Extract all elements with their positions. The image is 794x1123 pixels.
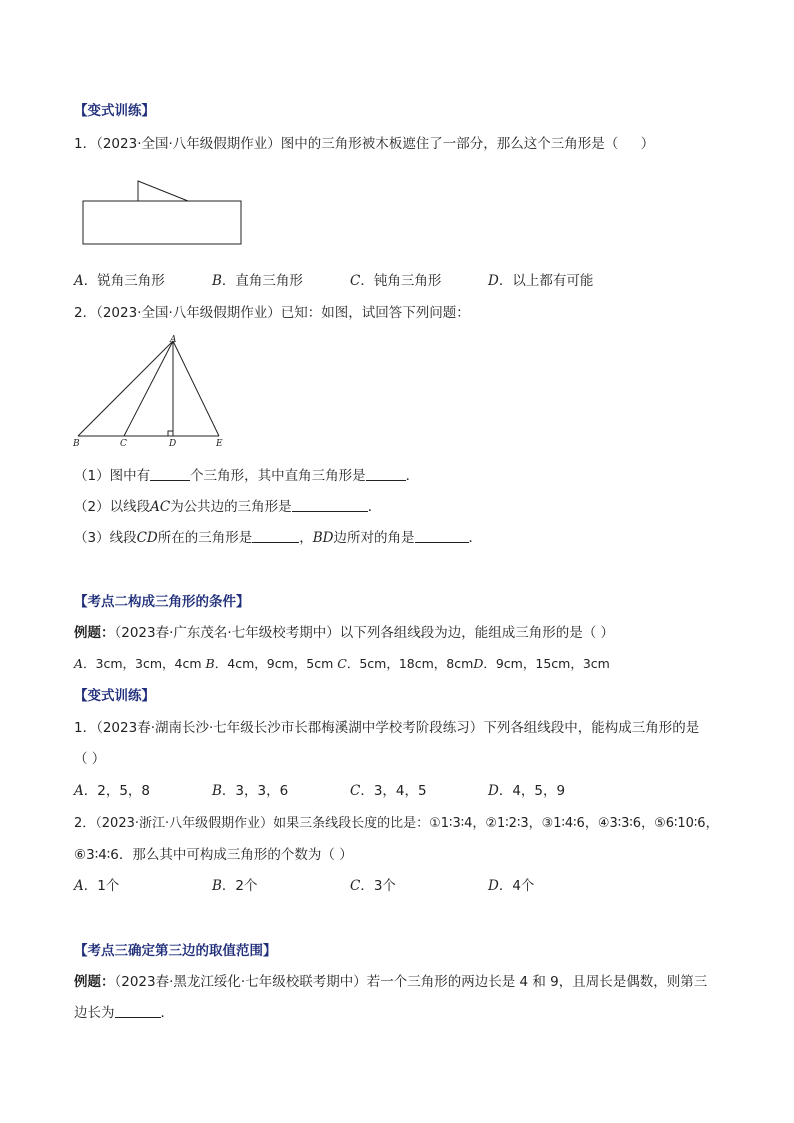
segment-ae (173, 341, 219, 436)
option-c[interactable]: C．3，4，5 (350, 783, 427, 799)
question-4-line-2: ⑥3∶4∶6．那么其中可构成三角形的个数为（ ） (74, 847, 353, 863)
question-number: 1． (74, 136, 97, 152)
question-text: （2023·浙江·八年级假期作业）如果三条线段长度的比是：①1∶3∶4，②1∶2∶3，③1∶4∶6，④3∶3∶6，⑤6∶10∶6， (95, 816, 719, 831)
answer-blank-bd-angle[interactable] (415, 529, 469, 543)
section-header-triangle-conditions: 【考点二构成三角形的条件】 (74, 594, 250, 610)
option-d[interactable]: D．4，5，9 (488, 783, 566, 799)
example-label: 例题： (74, 625, 115, 641)
answer-blank-triangle-count[interactable] (150, 467, 190, 481)
question-2-sub-2: （2）以线段AC为公共边的三角形是 ． (74, 499, 382, 515)
option-b[interactable]: B．4cm，9cm，5cm (205, 656, 334, 671)
question-3-options (74, 782, 565, 800)
option-a[interactable]: A．1个 (74, 878, 120, 894)
option-a[interactable]: A．3cm，3cm，4cm (74, 656, 202, 671)
label-a: A (170, 335, 177, 345)
triangle-visible-part (138, 181, 188, 201)
question-2-sub-3: （3）线段CD所在的三角形是 ，BD边所对的角是 ． (74, 530, 482, 546)
option-c[interactable]: C．钝角三角形 (350, 273, 442, 289)
example-3-line-2: 边长为 ． (74, 1005, 174, 1021)
question-1 (74, 135, 654, 153)
option-a[interactable]: A．锐角三角形 (74, 273, 165, 289)
answer-paren-close: ） (640, 136, 655, 152)
question-3-paren: （ ） (74, 751, 106, 767)
example-3 (74, 973, 707, 991)
question-source: （2023·全国·八年级假期作业） (96, 136, 281, 152)
option-d[interactable]: D．9cm，15cm，3cm (473, 656, 610, 671)
option-b[interactable]: B．3，3，6 (212, 783, 289, 799)
question-2 (74, 304, 470, 322)
option-a[interactable]: A．2，5，8 (74, 783, 151, 799)
question-source: （2023·全国·八年级假期作业） (96, 305, 281, 321)
question-number: 2． (74, 816, 96, 831)
question-text: 图中的三角形被木板遮住了一部分，那么这个三角形是（ (280, 136, 619, 152)
label-e: E (216, 439, 223, 449)
segment-ab (78, 341, 173, 436)
option-b[interactable]: B．2个 (212, 878, 258, 894)
example-label: 例题： (74, 974, 115, 990)
answer-blank-right-triangles[interactable] (366, 467, 406, 481)
section-header-variant-training-2: 【变式训练】 (74, 688, 155, 704)
question-2-sub-1: （1）图中有 个三角形，其中直角三角形是 ． (74, 468, 420, 484)
option-b[interactable]: B．直角三角形 (212, 273, 303, 289)
label-c: C (120, 439, 127, 449)
option-d[interactable]: D．4个 (488, 878, 535, 894)
example-2-options (74, 655, 610, 673)
question-number: 2． (74, 305, 97, 321)
answer-blank-ac-triangles[interactable] (292, 498, 368, 512)
label-b: B (73, 439, 80, 449)
question-4-options (74, 877, 534, 895)
question-number: 1． (74, 720, 97, 736)
option-c[interactable]: C．3个 (350, 878, 396, 894)
label-d: D (169, 439, 177, 449)
option-d[interactable]: D．以上都有可能 (488, 273, 594, 289)
section-header-third-side-range: 【考点三确定第三边的取值范围】 (74, 943, 277, 959)
answer-blank-third-side[interactable] (115, 1004, 161, 1018)
wooden-board-rect (83, 201, 241, 244)
figure-covered-triangle (80, 178, 245, 248)
option-c[interactable]: C．5cm，18cm，8cm (337, 656, 474, 671)
example-text: （2023春·黑龙江绥化·七年级校联考期中）若一个三角形的两边长是 4 和 9，且周长是偶数，则第三 (114, 974, 708, 990)
example-2 (74, 624, 614, 642)
figure-triangle-abe (72, 334, 232, 452)
question-1-options (74, 272, 593, 290)
question-text: 已知：如图，试回答下列问题： (280, 305, 470, 321)
example-text: （2023春·广东茂名·七年级校考期中）以下列各组线段为边，能组成三角形的是（ ） (114, 625, 614, 641)
answer-blank-cd-triangle[interactable] (252, 529, 299, 543)
right-angle-mark (168, 431, 173, 436)
question-text: （2023春·湖南长沙·七年级长沙市长郡梅溪湖中学校考阶段练习）下列各组线段中，能构成三角形的是 (96, 720, 700, 736)
question-3 (74, 719, 699, 737)
question-4 (74, 815, 719, 833)
segment-ac (124, 341, 173, 436)
section-header-variant-training: 【变式训练】 (74, 103, 155, 119)
